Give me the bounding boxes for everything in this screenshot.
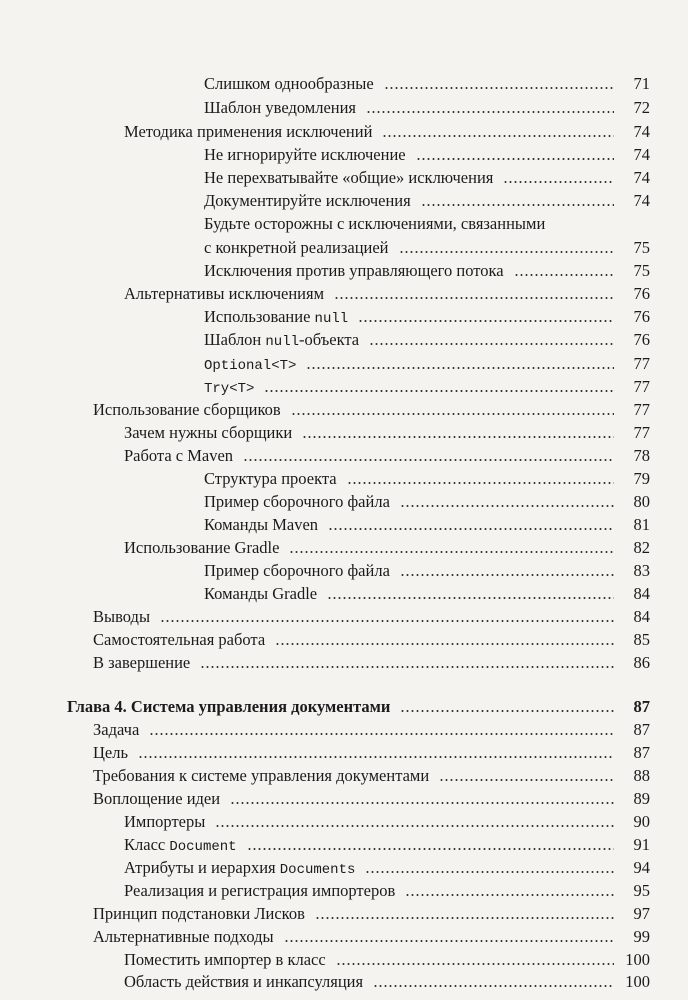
toc-entry [93, 764, 650, 788]
toc-entry-title [204, 236, 389, 260]
dot-leader [315, 916, 614, 920]
dot-leader [384, 86, 614, 90]
toc-entry-title [124, 536, 279, 560]
toc-entry-title [204, 72, 374, 96]
title-text: В завершение [93, 653, 191, 672]
page-number: 74 [633, 191, 650, 210]
dot-leader [284, 939, 614, 943]
page-number: 82 [633, 538, 650, 557]
toc-entry-title [93, 787, 220, 811]
title-text: Атрибуты и иерархия [124, 858, 280, 877]
page-number: 77 [633, 354, 650, 373]
toc-entry [204, 559, 650, 583]
toc-entry [204, 305, 650, 329]
title-text: Принцип подстановки Лисков [93, 904, 305, 923]
page-number: 84 [633, 584, 650, 603]
page-number: 83 [633, 561, 650, 580]
page-number: 87 [633, 697, 650, 716]
toc-entry [204, 513, 650, 537]
dot-leader [275, 642, 614, 646]
toc-entry [204, 236, 650, 260]
toc-entry-title [124, 879, 395, 903]
title-text: Реализация и регистрация импортеров [124, 881, 396, 900]
title-text: Глава 4. Система управления документами [67, 697, 391, 716]
toc-entry-title [204, 96, 356, 120]
toc-entry-title [204, 467, 337, 491]
dot-leader [369, 342, 614, 346]
toc-entry [204, 467, 650, 491]
title-text: Область действия и инкапсуляция [124, 972, 364, 991]
toc-entry [124, 970, 650, 994]
title-text: Использование [204, 307, 315, 326]
title-text: Шаблон уведомления [204, 98, 357, 117]
toc-entry-title [204, 259, 504, 283]
toc-entry-title [204, 582, 317, 606]
toc-entry [124, 444, 650, 468]
toc-entry [93, 925, 650, 949]
toc-entry-title [124, 444, 233, 468]
title-text: Не перехватывайте «общие» исключения [204, 168, 494, 187]
title-text: Использование Gradle [124, 538, 280, 557]
toc-entry [204, 259, 650, 283]
dot-leader [230, 801, 614, 805]
dot-leader [264, 389, 614, 393]
toc-entry-title [204, 490, 390, 514]
title-text: Требования к системе управления документами [93, 766, 430, 785]
dot-leader [399, 250, 614, 254]
page-number: 87 [633, 720, 650, 739]
page-number: 94 [633, 858, 650, 877]
toc-entry [124, 833, 650, 857]
toc-entry [204, 72, 650, 96]
code-text: null [314, 311, 349, 327]
dot-leader [200, 665, 614, 669]
title-text: Самостоятельная работа [93, 630, 266, 649]
title-text: Исключения против управляющего потока [204, 261, 504, 280]
dot-leader [503, 180, 614, 184]
title-text: Пример сборочного файла [204, 492, 390, 511]
page-number: 80 [633, 492, 650, 511]
page-number: 74 [633, 168, 650, 187]
toc-entry [124, 856, 650, 880]
toc-entry [93, 651, 650, 675]
toc-entry-title [93, 718, 139, 742]
toc-entry [93, 628, 650, 652]
dot-leader [160, 619, 614, 623]
dot-leader [149, 732, 614, 736]
title-text: Класс [124, 835, 170, 854]
title-text: Пример сборочного файла [204, 561, 390, 580]
dot-leader [291, 412, 614, 416]
title-text: Будьте осторожны с исключениями, связанными [204, 214, 546, 233]
toc-entry-title [204, 143, 406, 167]
toc-entry [124, 536, 650, 560]
toc-entry [204, 189, 650, 213]
toc-entry [124, 120, 650, 144]
page-number: 87 [633, 743, 650, 762]
title-text: Методика применения исключений [124, 122, 373, 141]
chapter-entry [67, 695, 650, 719]
toc-entry-title [93, 605, 150, 629]
toc-entry-title [124, 282, 324, 306]
page-number: 100 [625, 950, 650, 969]
dot-leader [365, 870, 614, 874]
page-number: 88 [633, 766, 650, 785]
toc-entry [124, 948, 650, 972]
code-text: Optional<T> [204, 358, 297, 374]
code-text: Try<T> [204, 381, 255, 397]
toc-entry [204, 96, 650, 120]
toc-entry-title [93, 764, 429, 788]
toc-entry-title [93, 628, 265, 652]
toc-entry [124, 282, 650, 306]
page-number: 85 [633, 630, 650, 649]
title-text: Команды Gradle [204, 584, 318, 603]
toc-entry [124, 879, 650, 903]
title-text: Воплощение идеи [93, 789, 221, 808]
title-text: Цель [93, 743, 128, 762]
page-number: 100 [625, 972, 650, 991]
toc-entry-title [93, 925, 274, 949]
toc-entry [204, 212, 650, 236]
toc-entry-title [204, 559, 390, 583]
title-text: Зачем нужны сборщики [124, 423, 293, 442]
toc-entry-title [93, 398, 281, 422]
page-number: 86 [633, 653, 650, 672]
title-text: Выводы [93, 607, 151, 626]
toc-entry-title [204, 328, 359, 354]
toc-entry-title [124, 421, 292, 445]
dot-leader [400, 573, 614, 577]
dot-leader [416, 157, 614, 161]
dot-leader [373, 984, 614, 988]
toc-entry-title [204, 513, 318, 537]
title-text: Альтернативные подходы [93, 927, 274, 946]
page-number: 91 [633, 835, 650, 854]
code-text: Documents [279, 862, 356, 878]
page-number: 79 [633, 469, 650, 488]
dot-leader [358, 319, 614, 323]
toc-entry-title [124, 948, 326, 972]
toc-entry [93, 718, 650, 742]
page-number: 75 [633, 238, 650, 257]
toc-entry [93, 605, 650, 629]
toc-entry [124, 421, 650, 445]
toc-entry [204, 582, 650, 606]
toc-entry [204, 375, 650, 399]
toc-entry [204, 352, 650, 376]
dot-leader [514, 273, 614, 277]
page-number: 76 [633, 284, 650, 303]
dot-leader [247, 847, 614, 851]
page-number: 97 [633, 904, 650, 923]
dot-leader [138, 755, 614, 759]
title-text: Альтернативы исключениям [124, 284, 325, 303]
toc-entry-title [93, 651, 190, 675]
page-number: 77 [633, 400, 650, 419]
dot-leader [327, 596, 614, 600]
title-text: Структура проекта [204, 469, 337, 488]
toc-entry-title [93, 902, 305, 926]
page-number: 74 [633, 145, 650, 164]
dot-leader [366, 110, 614, 114]
page-number: 71 [633, 74, 650, 93]
code-text: null [265, 334, 300, 350]
page-number: 84 [633, 607, 650, 626]
page-number: 72 [633, 98, 650, 117]
toc-entry [204, 490, 650, 514]
title-text: Задача [93, 720, 140, 739]
code-text: Document [169, 839, 237, 855]
title-text: Использование сборщиков [93, 400, 281, 419]
dot-leader [421, 203, 614, 207]
page-number: 78 [633, 446, 650, 465]
toc-entry [204, 143, 650, 167]
toc-entry-title [93, 741, 128, 765]
dot-leader [306, 366, 614, 370]
title-text: Команды Maven [204, 515, 319, 534]
toc-entry [204, 328, 650, 352]
dot-leader [336, 962, 614, 966]
page-number: 89 [633, 789, 650, 808]
title-text: -объекта [299, 330, 360, 349]
toc-entry [93, 398, 650, 422]
title-text: с конкретной реализацией [204, 238, 389, 257]
dot-leader [289, 550, 614, 554]
dot-leader [382, 134, 614, 138]
toc-entry-title [124, 970, 363, 994]
dot-leader [400, 709, 614, 713]
page-number: 76 [633, 307, 650, 326]
toc-entry-title [124, 120, 372, 144]
toc-entry-title [204, 189, 411, 213]
page-number: 99 [633, 927, 650, 946]
title-text: Слишком однообразные [204, 74, 374, 93]
dot-leader [400, 504, 614, 508]
dot-leader [243, 458, 614, 462]
toc-entry-title [67, 695, 390, 719]
title-text: Документируйте исключения [204, 191, 411, 210]
title-text: Шаблон [204, 330, 266, 349]
title-text: Поместить импортер в класс [124, 950, 326, 969]
page-number: 81 [633, 515, 650, 534]
toc-entry [93, 741, 650, 765]
toc-entry [124, 810, 650, 834]
toc-entry [204, 166, 650, 190]
page-number: 90 [633, 812, 650, 831]
page-number: 77 [633, 423, 650, 442]
title-text: Работа с Maven [124, 446, 234, 465]
page-number: 75 [633, 261, 650, 280]
toc-entry-title [204, 214, 545, 233]
toc-entry [93, 902, 650, 926]
dot-leader [439, 778, 614, 782]
page-number: 95 [633, 881, 650, 900]
toc-entry-title [124, 810, 205, 834]
title-text: Не игнорируйте исключение [204, 145, 406, 164]
dot-leader [334, 296, 614, 300]
dot-leader [347, 481, 614, 485]
dot-leader [405, 893, 614, 897]
page-number: 74 [633, 122, 650, 141]
toc-entry-title [204, 166, 493, 190]
dot-leader [302, 435, 614, 439]
page-number: 77 [633, 377, 650, 396]
dot-leader [215, 824, 614, 828]
title-text: Импортеры [124, 812, 206, 831]
page-number: 76 [633, 330, 650, 349]
toc-entry [93, 787, 650, 811]
dot-leader [328, 527, 614, 531]
